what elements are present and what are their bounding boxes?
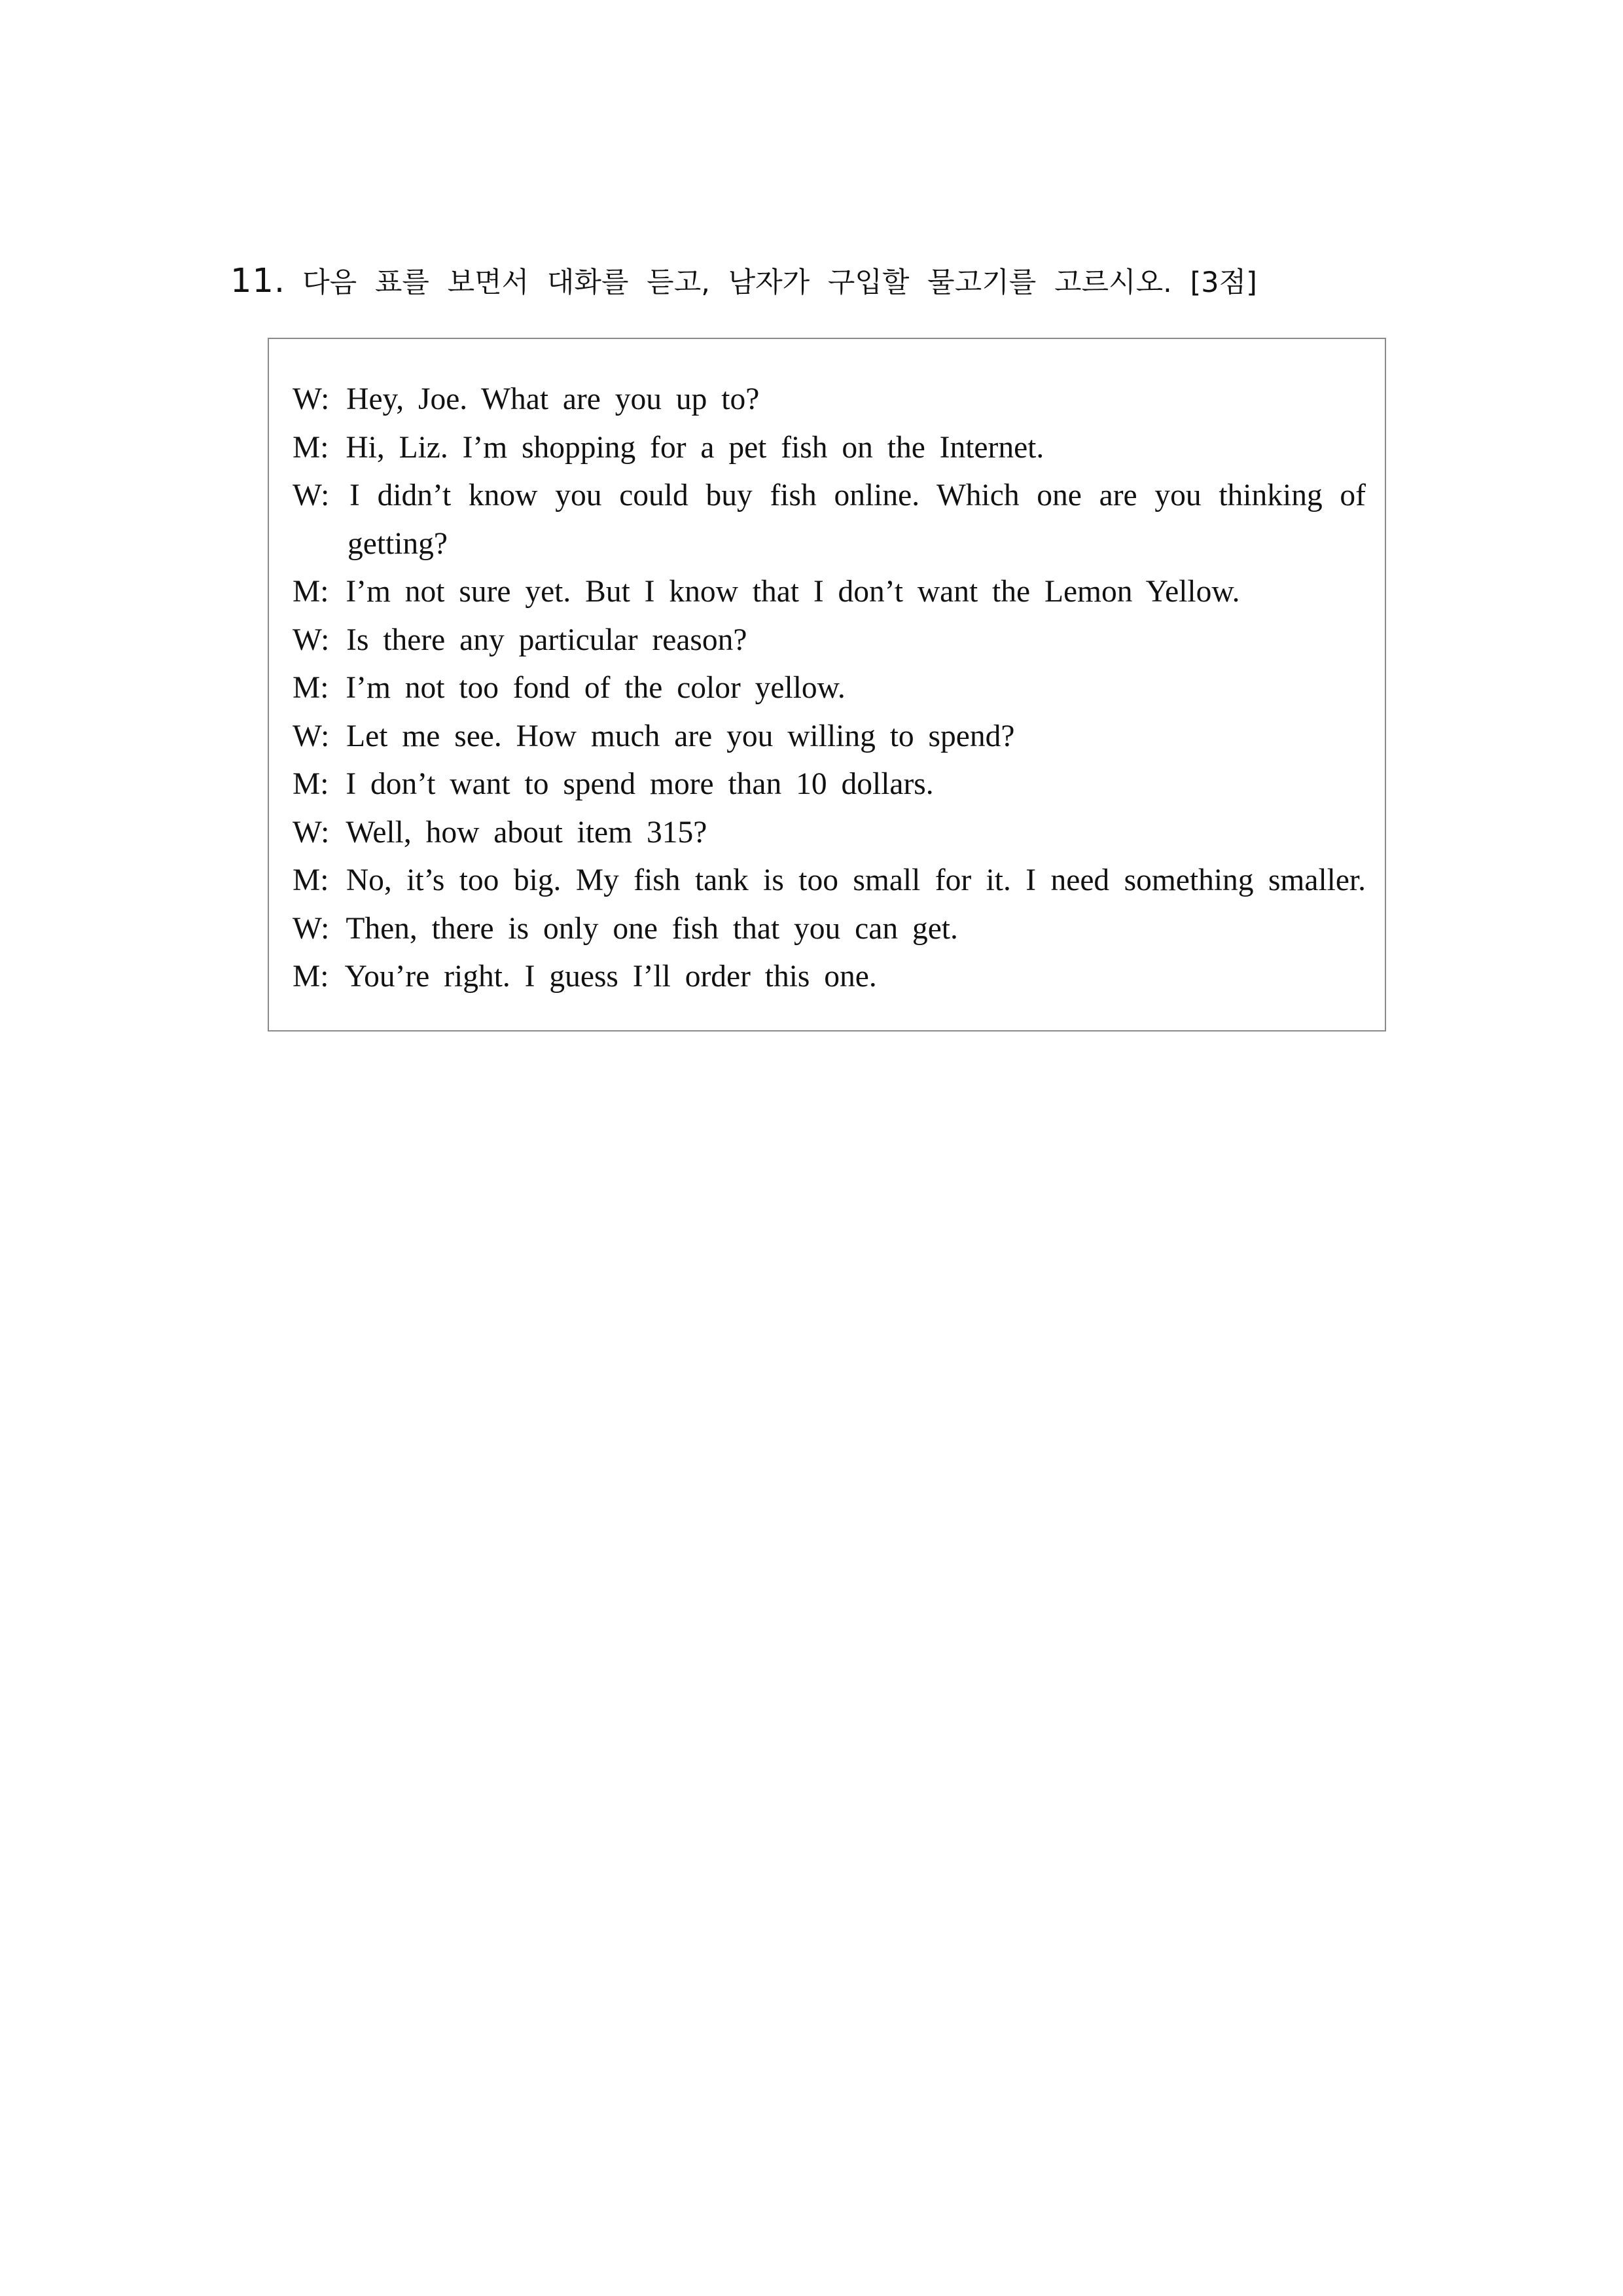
dialogue-line bbox=[293, 713, 1366, 761]
line-text: Hey, Joe. What are you up to? bbox=[346, 382, 760, 416]
speaker-label: W: bbox=[293, 622, 330, 657]
dialogue-line bbox=[293, 905, 1366, 954]
speaker-label: W: bbox=[293, 719, 330, 753]
dialogue-line bbox=[293, 761, 1366, 809]
line-text: I didn’t know you could buy fish online. Which one are you thinking of bbox=[349, 478, 1366, 512]
speaker-label: W: bbox=[293, 911, 330, 946]
dialogue-line bbox=[293, 857, 1366, 905]
dialogue-line bbox=[293, 617, 1366, 665]
line-text: No, it’s too big. My fish tank is too small for it. I need something smaller. bbox=[346, 863, 1366, 897]
dialogue-line bbox=[293, 809, 1366, 857]
line-text: Hi, Liz. I’m shopping for a pet fish on the Internet. bbox=[346, 430, 1044, 465]
speaker-label: W: bbox=[293, 382, 330, 416]
dialogue-line bbox=[293, 472, 1366, 520]
line-text: Well, how about item 315? bbox=[346, 815, 707, 850]
speaker-label: M: bbox=[293, 575, 329, 609]
dialogue-line bbox=[293, 953, 1366, 1001]
line-text: I don’t want to spend more than 10 dollars. bbox=[346, 767, 934, 801]
speaker-label: M: bbox=[293, 863, 329, 897]
line-text: Let me see. How much are you willing to spend? bbox=[346, 719, 1015, 753]
line-text: I’m not too fond of the color yellow. bbox=[346, 671, 846, 705]
question-header bbox=[230, 260, 1408, 306]
dialogue-line-continuation bbox=[293, 520, 1366, 569]
line-text: Then, there is only one fish that you can get. bbox=[346, 911, 958, 946]
speaker-label: M: bbox=[293, 671, 329, 705]
dialogue-line bbox=[293, 664, 1366, 713]
speaker-label: M: bbox=[293, 767, 329, 801]
dialogue-script-box bbox=[268, 338, 1386, 1031]
speaker-label: W: bbox=[293, 478, 330, 512]
line-text: I’m not sure yet. But I know that I don’t want the Lemon Yellow. bbox=[346, 575, 1240, 609]
dialogue-lines bbox=[293, 376, 1366, 1001]
speaker-label: M: bbox=[293, 430, 329, 465]
dialogue-line bbox=[293, 424, 1366, 473]
dialogue-line bbox=[293, 568, 1366, 617]
line-text: getting? bbox=[348, 526, 448, 561]
speaker-label: M: bbox=[293, 960, 329, 994]
line-text: You’re right. I guess I’ll order this one. bbox=[344, 960, 877, 994]
line-text: Is there any particular reason? bbox=[346, 622, 747, 657]
dialogue-line bbox=[293, 376, 1366, 424]
speaker-label: W: bbox=[293, 815, 330, 850]
question-number: 11. bbox=[230, 262, 286, 300]
question-text: 다음 표를 보면서 대화를 듣고, 남자가 구입할 물고기를 고르시오. [3점] bbox=[302, 266, 1257, 299]
